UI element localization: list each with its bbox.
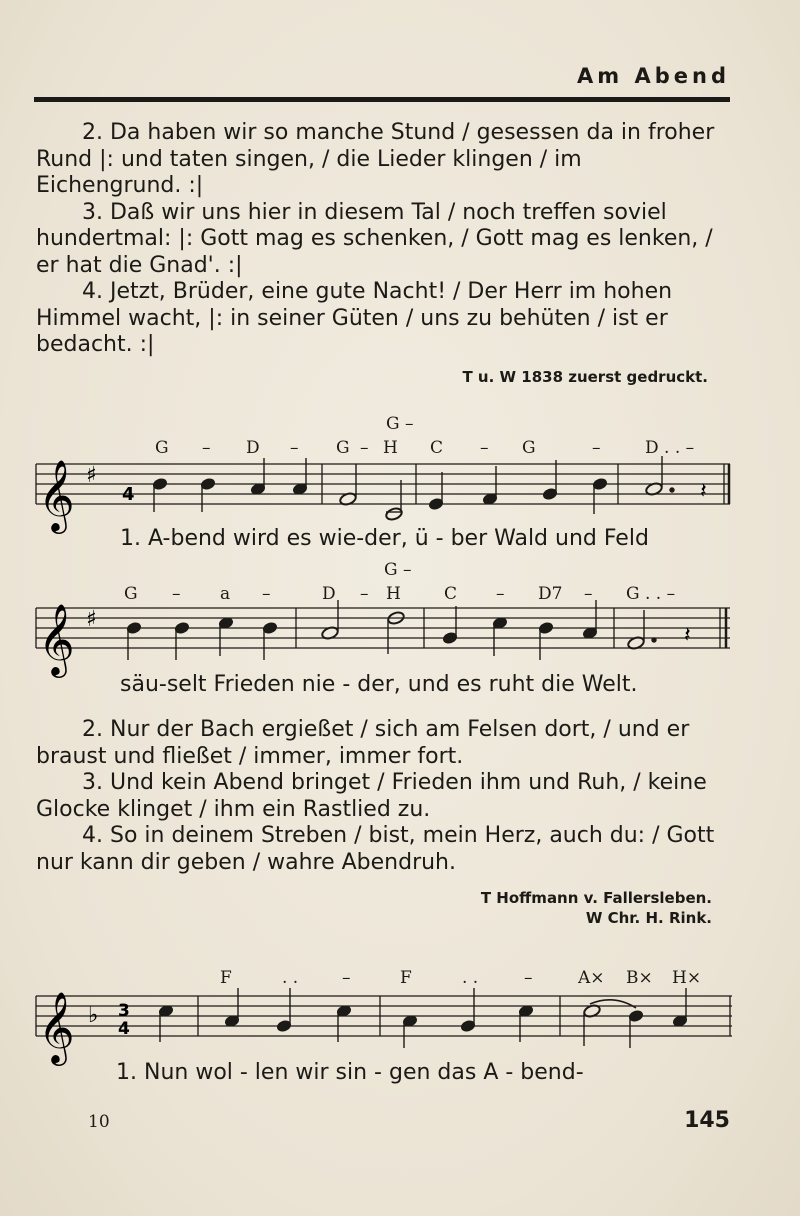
chord-dots: . . xyxy=(282,968,299,988)
chord: H xyxy=(383,438,398,458)
chord-dash: – xyxy=(360,438,369,458)
treble-clef-icon: 𝄞 xyxy=(38,602,75,675)
chord-dash: – xyxy=(290,438,299,458)
chord-dash: – xyxy=(202,438,211,458)
chord: C xyxy=(444,584,458,604)
song1-verse-2: 2. Da haben wir so manche Stund / gesessen da in froher Rund |: und taten singen, / die Lieder klingen / im Eichengrund. :| xyxy=(36,120,715,198)
chord: B× xyxy=(626,968,653,988)
chord-stacked: G – xyxy=(384,560,412,580)
rest-icon: 𝄽 xyxy=(700,479,707,504)
song2-lyrics-line2: säu-selt Frieden nie - der, und es ruht die Welt. xyxy=(120,672,638,697)
song2-verse-3: 3. Und kein Abend bringet / Frieden ihm und Ruh, / keine Glocke klinget / ihm ein Rastlied zu. xyxy=(36,770,707,822)
header-rule xyxy=(34,97,730,102)
svg-text:♯: ♯ xyxy=(86,607,97,632)
chord: H× xyxy=(672,968,702,988)
chord-dash: – xyxy=(496,584,505,604)
chord-dash: – xyxy=(592,438,601,458)
song3-lyrics: 1. Nun wol - len wir sin - gen das A - bend- xyxy=(116,1060,584,1085)
chord: G xyxy=(336,438,350,458)
chord-dash: – xyxy=(480,438,489,458)
song2-credit xyxy=(481,888,712,928)
song2-credit-text: T Hoffmann v. Fallersleben. xyxy=(480,889,712,907)
song2-credit-music: W Chr. H. Rink. xyxy=(585,909,712,927)
song1-verse-4: 4. Jetzt, Brüder, eine gute Nacht! / Der Herr im hohen Himmel wacht, |: in seiner Güten / uns zu behüten / ist er bedacht. :| xyxy=(36,279,673,357)
svg-text:4: 4 xyxy=(118,1019,130,1039)
treble-clef-icon: 𝄞 xyxy=(38,990,75,1063)
music-staff-3 xyxy=(30,982,740,1066)
music-staff-2 xyxy=(30,594,740,678)
svg-text:♭: ♭ xyxy=(88,1003,99,1028)
song2-verse-2: 2. Nur der Bach ergießet / sich am Felsen dort, / und er braust und fließet / immer, immer fort. xyxy=(36,717,690,769)
svg-text:3: 3 xyxy=(118,1001,130,1021)
chord: D xyxy=(322,584,336,604)
chord: G xyxy=(522,438,536,458)
chord: F xyxy=(400,968,412,988)
chord: H xyxy=(386,584,401,604)
footer-left-number: 10 xyxy=(88,1112,110,1132)
chord-dash: – xyxy=(262,584,271,604)
song1-verse-3: 3. Daß wir uns hier in diesem Tal / noch treffen soviel hundertmal: |: Gott mag es schenken, / Gott mag es lenken, / er hat die Gnad'. :| xyxy=(36,199,713,278)
chord: G . . – xyxy=(626,584,676,604)
chord: G xyxy=(124,584,138,604)
chord-dash: – xyxy=(172,584,181,604)
treble-clef-icon: 𝄞 xyxy=(38,458,75,531)
song2-lyrics-line1: 1. A-bend wird es wie-der, ü - ber Wald und Feld xyxy=(120,526,649,551)
svg-text:4: 4 xyxy=(122,484,135,505)
song2-verse-4: 4. So in deinem Streben / bist, mein Herz, auch du: / Gott nur kann dir geben / wahre Abendruh. xyxy=(36,823,715,875)
chord-dash: – xyxy=(584,584,593,604)
chord: C xyxy=(430,438,444,458)
chord-dash: – xyxy=(524,968,533,988)
chord: F xyxy=(220,968,232,988)
chord: D xyxy=(246,438,260,458)
chord: a xyxy=(220,584,231,604)
page-header-title: Am Abend xyxy=(577,64,730,88)
chord-dash: – xyxy=(342,968,351,988)
svg-text:♯: ♯ xyxy=(86,463,97,488)
chord-dash: – xyxy=(360,584,369,604)
rest-icon: 𝄽 xyxy=(684,623,691,648)
chord: A× xyxy=(578,968,605,988)
chord: D . . – xyxy=(645,438,695,458)
chord-stacked: G – xyxy=(386,414,414,434)
chord: G xyxy=(155,438,169,458)
chord: D7 xyxy=(538,584,563,604)
chord-dots: . . xyxy=(462,968,479,988)
page-number: 145 xyxy=(684,1108,730,1133)
song1-credit: T u. W 1838 zuerst gedruckt. xyxy=(462,368,708,386)
song1-verses xyxy=(36,120,731,359)
song2-verses xyxy=(36,717,731,876)
music-staff-1 xyxy=(30,450,740,534)
